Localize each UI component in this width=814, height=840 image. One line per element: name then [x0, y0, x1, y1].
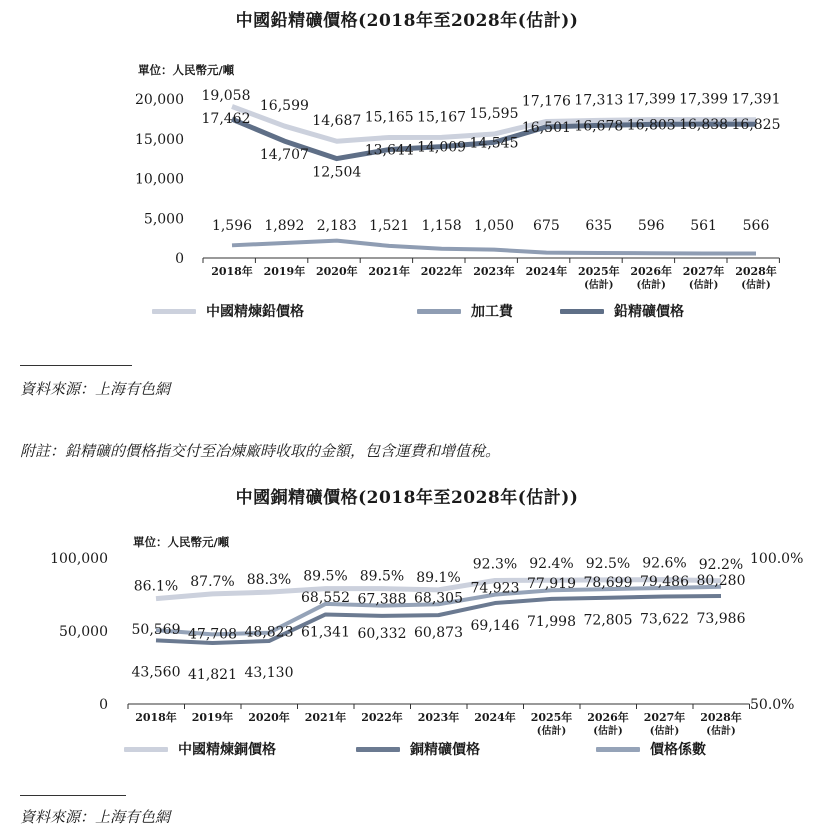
legend-refined-lead-swatch: [152, 309, 196, 314]
legend-processing-fee-label: 加工費: [471, 304, 513, 320]
price-coefficient-value-label: 89.1%: [416, 569, 461, 586]
refined-copper-value-label: 47,708: [188, 626, 237, 643]
lead-concentrate-value-label: 14,545: [469, 135, 519, 152]
y-tick-label: 0: [175, 251, 184, 267]
y-tick-label: 20,000: [135, 92, 184, 108]
x-tick-label: 2018年: [135, 711, 177, 724]
x-tick-label: 2021年: [368, 265, 411, 278]
processing-fee-value-label: 1,892: [264, 218, 305, 234]
refined-lead-value-label: 15,167: [417, 109, 467, 126]
price-coefficient-value-label: 92.4%: [529, 556, 574, 573]
x-tick-note: (估計): [649, 726, 680, 737]
price-coefficient-value-label: 88.3%: [246, 572, 292, 589]
source-divider-2: [20, 795, 126, 796]
refined-copper-value-label: 79,486: [640, 573, 689, 590]
x-tick-label: 2021年: [304, 711, 347, 724]
price-coefficient-value-label: 86.1%: [133, 578, 179, 595]
x-tick-label: 2026年: [630, 265, 673, 278]
y-tick-label: 5,000: [143, 211, 184, 228]
lead-concentrate-value-label: 16,803: [626, 117, 676, 134]
processing-fee-value-label: 1,596: [211, 218, 253, 234]
x-tick-label: 2025年: [577, 265, 620, 278]
x-tick-label: 2022年: [420, 265, 463, 278]
processing-fee-value-label: 1,521: [369, 218, 410, 234]
x-tick-note: (估計): [706, 726, 736, 737]
x-tick-label: 2024年: [525, 265, 568, 278]
legend-refined-copper-swatch: [124, 747, 168, 752]
legend-refined-lead: [152, 301, 417, 321]
price-coefficient-value-label: 89.5%: [359, 568, 405, 585]
chart1-legend: [152, 301, 684, 321]
price-coefficient-value-label: 87.7%: [190, 573, 235, 590]
refined-copper-value-label: 77,919: [527, 576, 576, 593]
refined-copper-value-label: 68,305: [414, 590, 463, 607]
x-tick-label: 2024年: [474, 711, 516, 724]
footnote: 附註：鉛精礦的價格指交付至冶煉廠時收取的金額，包含運費和增值稅。: [20, 442, 501, 460]
lead-concentrate-value-label: 17,462: [201, 111, 251, 127]
legend-lead-concentrate-label: 鉛精礦價格: [614, 304, 684, 320]
copper-concentrate-price-chart: [0, 500, 814, 780]
lead-concentrate-value-label: 14,009: [417, 139, 467, 156]
chart1-title: 中國鉛精礦價格(2018年至2028年(估計)): [235, 11, 579, 31]
refined-copper-value-label: 68,552: [301, 589, 350, 606]
x-tick-label: 2018年: [211, 265, 253, 278]
legend-price-coefficient: [596, 739, 706, 759]
legend-processing-fee: [417, 301, 560, 321]
legend-copper-concentrate: [356, 739, 596, 759]
processing-fee-value-label: 2,183: [316, 218, 357, 234]
refined-lead-value-label: 17,313: [574, 92, 624, 109]
copper-concentrate-value-label: 60,332: [357, 625, 407, 642]
legend-refined-lead-label: 中國精煉鉛價格: [206, 304, 304, 320]
legend-price-coefficient-label: 價格係數: [650, 742, 706, 758]
price-coefficient-value-label: 89.5%: [303, 568, 348, 585]
legend-copper-concentrate-label: 銅精礦價格: [410, 742, 480, 758]
x-tick-label: 2020年: [248, 711, 290, 724]
x-tick-note: (估計): [636, 280, 666, 291]
x-tick-note: (估計): [593, 726, 623, 737]
processing-fee-value-label: 675: [533, 218, 560, 234]
legend-processing-fee-swatch: [417, 309, 461, 314]
legend-copper-concentrate-swatch: [356, 747, 400, 752]
x-tick-note: (估計): [741, 280, 771, 291]
copper-concentrate-value-label: 60,873: [414, 625, 463, 642]
lead-concentrate-value-label: 16,825: [731, 117, 781, 134]
x-tick-label: 2023年: [417, 711, 460, 724]
source-note-1: 資料來源：上海有色網: [20, 380, 171, 398]
refined-lead-value-label: 17,391: [731, 91, 781, 108]
refined-lead-value-label: 14,687: [312, 113, 362, 130]
processing-fee-value-label: 1,050: [473, 218, 515, 234]
processing-fee-value-label: 1,158: [421, 218, 462, 234]
lead-concentrate-value-label: 12,504: [312, 164, 362, 181]
refined-copper-value-label: 80,280: [696, 572, 746, 589]
source-divider-1: [20, 365, 132, 366]
copper-concentrate-value-label: 41,821: [188, 666, 237, 683]
x-tick-label: 2019年: [191, 711, 234, 724]
price-coefficient-value-label: 92.6%: [642, 555, 687, 572]
copper-concentrate-value-label: 72,805: [583, 612, 633, 629]
x-tick-label: 2022年: [361, 711, 403, 724]
processing-fee-value-label: 596: [637, 218, 665, 234]
legend-refined-copper-label: 中國精煉銅價格: [178, 742, 276, 758]
x-tick-note: (估計): [584, 280, 614, 291]
y-tick-label: 15,000: [135, 131, 184, 148]
x-tick-label: 2019年: [263, 265, 306, 278]
x-tick-label: 2026年: [587, 711, 629, 724]
lead-concentrate-value-label: 16,501: [521, 119, 571, 136]
copper-concentrate-value-label: 71,998: [527, 613, 576, 630]
x-tick-label: 2027年: [682, 265, 725, 278]
x-tick-label: 2020年: [315, 265, 358, 278]
chart2-unit-label: 單位：人民幣元/噸: [133, 535, 230, 549]
y-tick-label: 10,000: [135, 171, 184, 188]
copper-concentrate-value-label: 43,560: [131, 664, 181, 681]
refined-lead-value-label: 17,399: [679, 91, 729, 108]
x-tick-label: 2028年: [735, 265, 777, 278]
chart2-legend: [124, 739, 706, 759]
lead-concentrate-price-chart: [0, 0, 814, 340]
x-tick-label: 2023年: [473, 265, 515, 278]
lead-concentrate-value-label: 14,707: [259, 147, 309, 164]
copper-concentrate-value-label: 43,130: [244, 665, 294, 682]
chart1-unit-label: 單位：人民幣元/噸: [138, 63, 235, 77]
legend-lead-concentrate: [560, 301, 684, 321]
chart2-title: 中國銅精礦價格(2018年至2028年(估計)): [235, 488, 579, 508]
refined-copper-value-label: 78,699: [583, 575, 633, 592]
refined-copper-value-label: 50,569: [131, 622, 181, 639]
copper-concentrate-value-label: 73,622: [640, 611, 689, 628]
lead-concentrate-value-label: 16,838: [679, 117, 729, 134]
refined-lead-value-label: 15,595: [469, 106, 519, 123]
refined-copper-value-label: 74,923: [470, 580, 520, 597]
price-coefficient-value-label: 92.2%: [698, 556, 744, 573]
x-tick-note: (估計): [688, 280, 719, 291]
lead-concentrate-value-label: 16,678: [574, 118, 624, 135]
source-note-2: 資料來源：上海有色網: [20, 808, 171, 826]
processing-fee-value-label: 566: [742, 218, 770, 234]
x-tick-label: 2028年: [700, 711, 742, 724]
refined-lead-value-label: 19,058: [201, 88, 251, 104]
y-tick-label: 100,000: [50, 551, 108, 567]
copper-concentrate-value-label: 73,986: [696, 610, 746, 627]
refined-lead-value-label: 17,399: [626, 91, 676, 108]
legend-price-coefficient-swatch: [596, 747, 640, 752]
refined-copper-value-label: 48,823: [244, 624, 294, 641]
x-tick-label: 2025年: [530, 711, 573, 724]
legend-refined-copper: [124, 739, 356, 759]
y2-tick-label: 100.0%: [750, 551, 804, 567]
y-tick-label: 0: [99, 697, 108, 713]
x-tick-label: 2027年: [643, 711, 686, 724]
refined-copper-value-label: 67,388: [357, 591, 407, 608]
legend-lead-concentrate-swatch: [560, 309, 604, 314]
processing-fee-value-label: 635: [585, 218, 613, 234]
y-tick-label: 50,000: [59, 624, 108, 640]
refined-lead-value-label: 15,165: [364, 109, 414, 126]
copper-concentrate-value-label: 69,146: [470, 618, 520, 635]
lead-concentrate-value-label: 13,644: [364, 142, 414, 159]
processing-fee-line: [232, 241, 756, 254]
price-coefficient-value-label: 92.5%: [585, 555, 631, 572]
x-tick-note: (估計): [536, 726, 567, 737]
refined-lead-value-label: 16,599: [259, 98, 309, 115]
price-coefficient-value-label: 92.3%: [472, 556, 518, 573]
y2-tick-label: 50.0%: [750, 697, 795, 713]
processing-fee-value-label: 561: [690, 218, 717, 234]
refined-lead-value-label: 17,176: [521, 93, 571, 110]
copper-concentrate-value-label: 61,341: [301, 624, 350, 641]
